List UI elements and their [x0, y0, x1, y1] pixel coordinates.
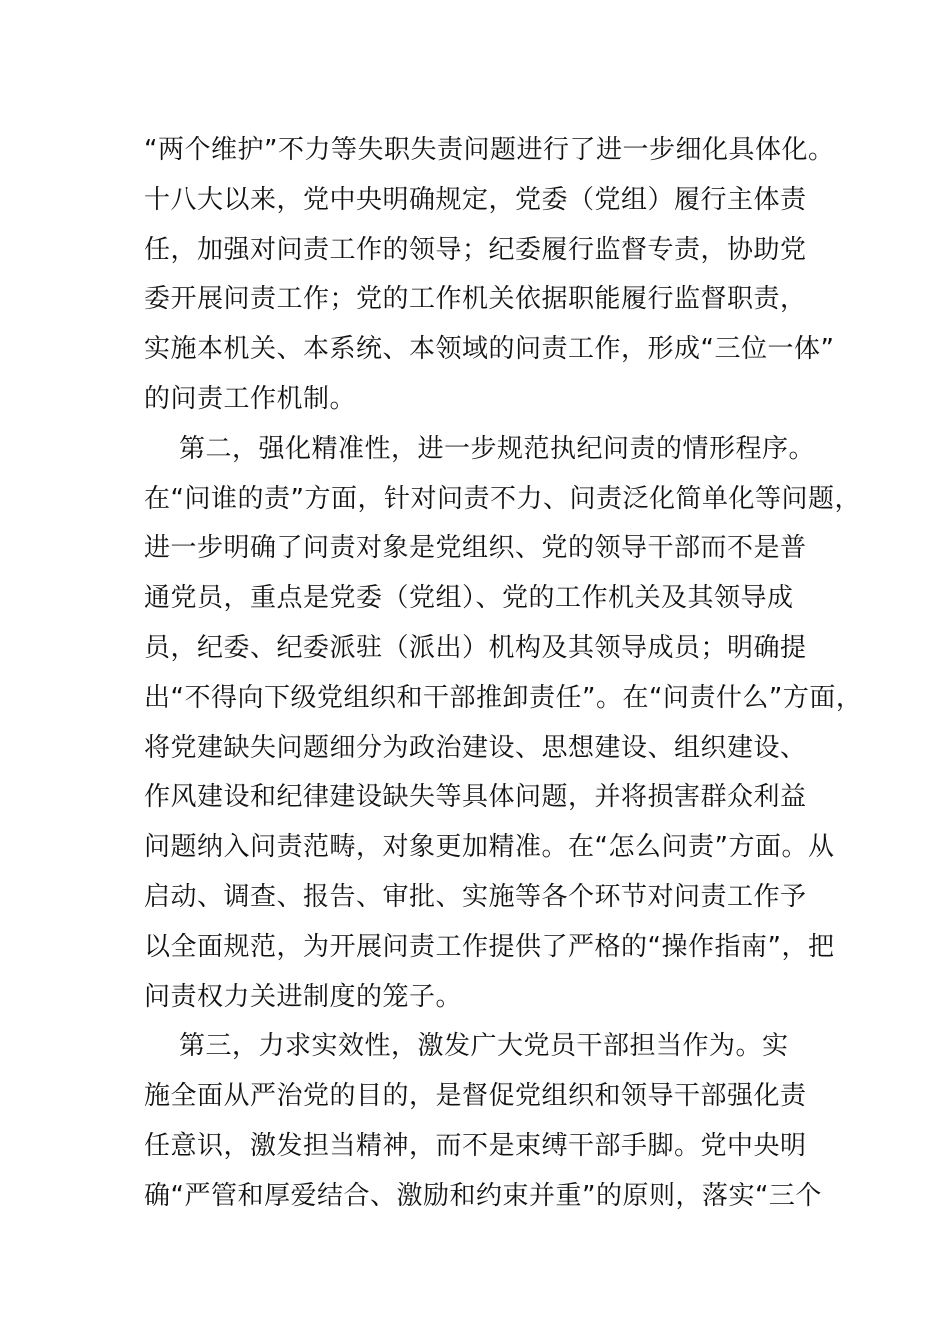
- text-line: 确“严管和厚爱结合、激励和约束并重”的原则，落实“三个: [144, 1180, 822, 1211]
- text-line: 员，纪委、纪委派驻（派出）机构及其领导成员；明确提: [144, 632, 807, 663]
- text-line: 委开展问责工作；党的工作机关依据职能履行监督职责，: [144, 284, 807, 315]
- text-line: 第二，强化精准性，进一步规范执纪问责的情形程序。: [144, 433, 816, 464]
- body-text: [144, 126, 863, 1222]
- text-line: 施全面从严治党的目的，是督促党组织和领导干部强化责: [144, 1081, 807, 1112]
- text-line: 将党建缺失问题细分为政治建设、思想建设、组织建设、: [144, 732, 807, 763]
- text-line: 十八大以来，党中央明确规定，党委（党组）履行主体责: [144, 184, 807, 215]
- text-line: 出“不得向下级党组织和干部推卸责任”。在“问责什么”方面，: [144, 682, 863, 713]
- text-line: 启动、调查、报告、审批、实施等各个环节对问责工作予: [144, 881, 807, 912]
- text-line: 作风建设和纪律建设缺失等具体问题，并将损害群众利益: [144, 782, 807, 813]
- text-line: 第三，力求实效性，激发广大党员干部担当作为。实: [144, 1031, 789, 1062]
- text-line: “两个维护”不力等失职失责问题进行了进一步细化具体化。: [144, 135, 835, 165]
- text-line: 实施本机关、本系统、本领域的问责工作，形成“三位一体”: [144, 334, 835, 365]
- text-line: 在“问谁的责”方面，针对问责不力、问责泛化简单化等问题，: [144, 483, 861, 514]
- text-line: 任，加强对问责工作的领导；纪委履行监督专责，协助党: [144, 234, 807, 265]
- text-line: 问题纳入问责范畴，对象更加精准。在“怎么问责”方面。从: [144, 832, 835, 863]
- text-line: 以全面规范，为开展问责工作提供了严格的“操作指南”，把: [144, 931, 835, 962]
- text-line: 任意识，激发担当精神，而不是束缚干部手脚。党中央明: [144, 1130, 807, 1161]
- text-line: 进一步明确了问责对象是党组织、党的领导干部而不是普: [144, 533, 807, 564]
- text-line: 的问责工作机制。: [144, 383, 357, 414]
- text-line: 通党员，重点是党委（党组）、党的工作机关及其领导成: [144, 583, 794, 614]
- text-line: 问责权力关进制度的笼子。: [144, 981, 463, 1012]
